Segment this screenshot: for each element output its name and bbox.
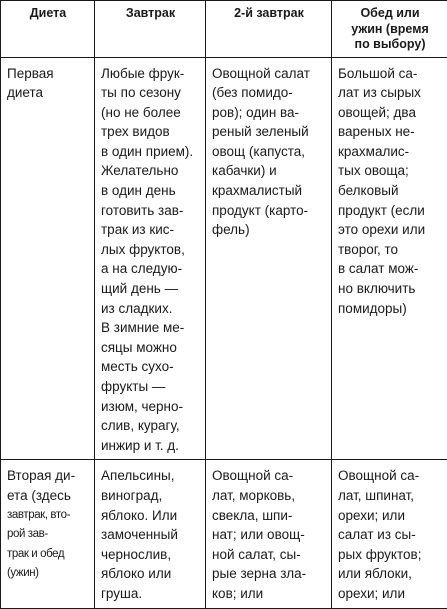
- cell-diet-name: [1, 460, 95, 608]
- cell-text: замоченный: [101, 525, 200, 545]
- cell-text: лат, морковь,: [212, 486, 326, 506]
- cell-text: Любые фрук-: [101, 64, 200, 84]
- cell-text: инжир и т. д.: [101, 436, 200, 456]
- cell-text: щий день —: [101, 279, 200, 299]
- cell-text: в один день: [101, 181, 200, 201]
- cell-text: виноград,: [101, 486, 200, 506]
- cell-text: орехи; или: [338, 584, 442, 604]
- header-diet: [1, 1, 95, 58]
- header-text: по выбору): [338, 37, 442, 53]
- cell-second-breakfast: [206, 460, 332, 608]
- cell-breakfast: [95, 57, 206, 460]
- cell-text: крахмалис-: [338, 142, 442, 162]
- cell-diet-name: [1, 57, 95, 460]
- cell-text: вареных не-: [338, 122, 442, 142]
- header-text: Диета: [7, 6, 89, 22]
- cell-text: в салат мож-: [338, 259, 442, 279]
- header-text: Обед или: [338, 6, 442, 22]
- cell-text: Овощной салат: [212, 64, 326, 84]
- cell-text: это орехи или: [338, 220, 442, 240]
- cell-text: ров); один ва-: [212, 103, 326, 123]
- cell-text: (без помидо-: [212, 83, 326, 103]
- cell-text: яблоко или: [101, 564, 200, 584]
- cell-text: овощей; два: [338, 103, 442, 123]
- cell-text: творог, то: [338, 240, 442, 260]
- cell-text: помидоры): [338, 299, 442, 319]
- cell-text: а на следую-: [101, 259, 200, 279]
- cell-text: завтрак, вто-: [7, 506, 89, 526]
- cell-text: нат; или овощ-: [212, 525, 326, 545]
- cell-breakfast: [95, 460, 206, 608]
- cell-text: рых фруктов;: [338, 545, 442, 565]
- header-text: Завтрак: [101, 6, 200, 22]
- cell-text: свекла, шпи-: [212, 506, 326, 526]
- cell-text: но включить: [338, 279, 442, 299]
- cell-text: Овощной са-: [212, 466, 326, 486]
- cell-text: (но не более: [101, 103, 200, 123]
- cell-text: орехи; или: [338, 506, 442, 526]
- cell-text: Овощной са-: [338, 466, 442, 486]
- cell-text: (ужин): [7, 564, 89, 584]
- cell-lunch-or-dinner: [332, 57, 447, 460]
- cell-text: Большой са-: [338, 64, 442, 84]
- cell-text: лых фруктов,: [101, 240, 200, 260]
- cell-text: Вторая ди-: [7, 466, 89, 486]
- cell-text: слив, курагу,: [101, 416, 200, 436]
- cell-text: в один прием).: [101, 142, 200, 162]
- cell-text: фрукты —: [101, 377, 200, 397]
- cell-text: Апельсины,: [101, 466, 200, 486]
- header-lunch-or-dinner: [332, 1, 447, 58]
- header-second-breakfast: [206, 1, 332, 58]
- cell-text: кабачки) и: [212, 161, 326, 181]
- cell-text: изюм, черно-: [101, 397, 200, 417]
- cell-text: трак из кис-: [101, 220, 200, 240]
- cell-text: Желательно: [101, 161, 200, 181]
- cell-text: готовить зав-: [101, 201, 200, 221]
- cell-text: крахмалистый: [212, 181, 326, 201]
- cell-text: ты по сезону: [101, 83, 200, 103]
- cell-text: или яблоки,: [338, 564, 442, 584]
- cell-text: чернослив,: [101, 545, 200, 565]
- header-text: 2-й завтрак: [212, 6, 326, 22]
- cell-text: груша.: [101, 584, 200, 604]
- header-row: [1, 1, 447, 58]
- cell-text: из сладких.: [101, 299, 200, 319]
- cell-text: ков; или: [212, 584, 326, 604]
- table-row: [1, 57, 447, 460]
- cell-text: белковый: [338, 181, 442, 201]
- cell-text: В зимние ме-: [101, 318, 200, 338]
- cell-text: ной салат, сы-: [212, 545, 326, 565]
- cell-text: ета (здесь: [7, 486, 89, 506]
- cell-text: сяцы можно: [101, 338, 200, 358]
- cell-text: яблоко. Или: [101, 506, 200, 526]
- table-row: [1, 460, 447, 608]
- cell-second-breakfast: [206, 57, 332, 460]
- cell-text: лат, шпинат,: [338, 486, 442, 506]
- cell-text: трех видов: [101, 122, 200, 142]
- cell-text: рые зерна зла-: [212, 564, 326, 584]
- header-breakfast: [95, 1, 206, 58]
- cell-text: месть сухо-: [101, 357, 200, 377]
- cell-text: продукт (если: [338, 201, 442, 221]
- cell-text: диета: [7, 83, 89, 103]
- cell-lunch-or-dinner: [332, 460, 447, 608]
- cell-text: тых овоща;: [338, 161, 442, 181]
- cell-text: салат из сы-: [338, 525, 442, 545]
- header-text: ужин (время: [338, 22, 442, 38]
- cell-text: реный зеленый: [212, 122, 326, 142]
- cell-text: овощ (капуста,: [212, 142, 326, 162]
- cell-text: лат из сырых: [338, 83, 442, 103]
- cell-text: трак и обед: [7, 545, 89, 565]
- cell-text: продукт (карто-: [212, 201, 326, 221]
- cell-text: фель): [212, 220, 326, 240]
- cell-text: рой зав-: [7, 525, 89, 545]
- cell-text: Первая: [7, 64, 89, 84]
